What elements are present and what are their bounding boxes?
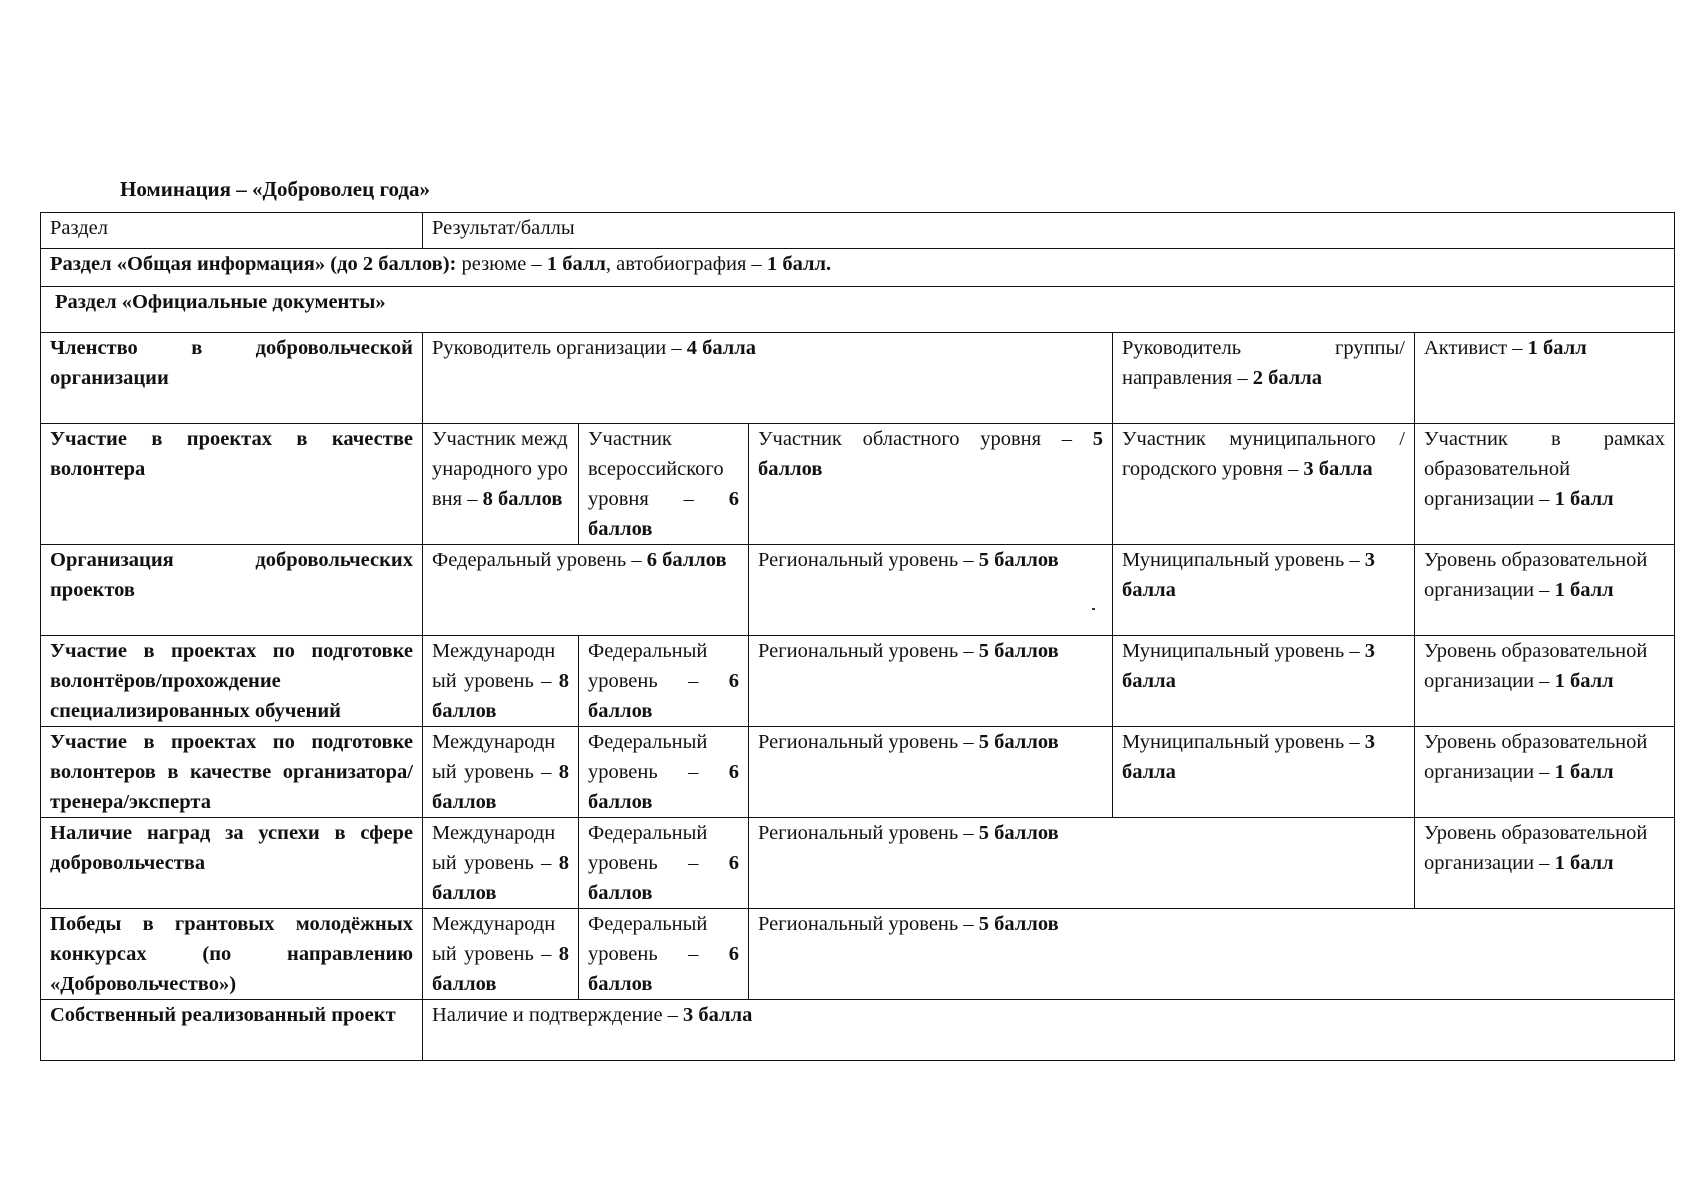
official-docs-cell: Раздел «Официальные документы» [41, 287, 1675, 333]
score-cell: Федеральный уровень – 6 баллов [579, 909, 749, 1000]
score-cell: Федеральный уровень – 6 баллов [423, 545, 749, 636]
row-label: Наличие наград за успехи в сфере добровольчества [41, 818, 423, 909]
table-row [41, 333, 1675, 424]
score-cell: Руководитель организации – 4 балла [423, 333, 1113, 424]
scan-speck [1092, 608, 1095, 610]
table-row [41, 909, 1675, 1000]
row-label: Членство в добровольческой организации [41, 333, 423, 424]
score-cell: Региональный уровень – 5 баллов [749, 636, 1113, 727]
table-row [41, 636, 1675, 727]
score-cell: Участник в рамках образовательной организации – 1 балл [1415, 424, 1675, 545]
score-cell: Муниципальный уровень – 3 балла [1113, 545, 1415, 636]
score-cell: Активист – 1 балл [1415, 333, 1675, 424]
document-title: Номинация – «Доброволец года» [120, 177, 431, 201]
general-info-value-1: 1 балл [546, 253, 606, 275]
table-header-row [41, 213, 1675, 249]
score-cell: Участник международного уровня – 8 баллов [423, 424, 579, 545]
score-cell: Участник всероссийского уровня – 6 баллов [579, 424, 749, 545]
table-row [41, 545, 1675, 636]
score-cell: Международный уровень – 8 баллов [423, 636, 579, 727]
score-cell: Участник областного уровня – 5 баллов [749, 424, 1113, 545]
score-cell: Федеральный уровень – 6 баллов [579, 727, 749, 818]
score-cell: Руководитель группы/направления – 2 балла [1113, 333, 1415, 424]
table-row [41, 424, 1675, 545]
row-label: Победы в грантовых молодёжных конкурсах (по направлению «Добровольчество») [41, 909, 423, 1000]
score-cell: Уровень образовательной организации – 1 балл [1415, 818, 1675, 909]
row-label: Участие в проектах по подготовке волонтеров в качестве организатора/тренера/эксперта [41, 727, 423, 818]
row-label: Организация добровольческих проектов [41, 545, 423, 636]
table-row [41, 727, 1675, 818]
score-cell: Наличие и подтверждение – 3 балла [423, 1000, 1675, 1061]
score-cell: Муниципальный уровень – 3 балла [1113, 636, 1415, 727]
row-label: Участие в проектах по подготовке волонтёров/прохождение специализированных обучений [41, 636, 423, 727]
score-cell: Международный уровень – 8 баллов [423, 818, 579, 909]
score-cell: Региональный уровень – 5 баллов [749, 727, 1113, 818]
scoring-table [40, 212, 1675, 1061]
row-label: Собственный реализованный проект [41, 1000, 423, 1061]
score-cell: Региональный уровень – 5 баллов [749, 545, 1113, 636]
header-result-cell: Результат/баллы [423, 213, 1675, 249]
official-docs-row [41, 287, 1675, 333]
general-info-cell [41, 249, 1675, 287]
header-section-cell: Раздел [41, 213, 423, 249]
score-cell: Уровень образовательной организации – 1 балл [1415, 727, 1675, 818]
score-cell: Участник муниципального /городского уровня – 3 балла [1113, 424, 1415, 545]
table-row [41, 818, 1675, 909]
row-label: Участие в проектах в качестве волонтера [41, 424, 423, 545]
general-info-text: резюме – [456, 253, 547, 275]
score-cell: Муниципальный уровень – 3 балла [1113, 727, 1415, 818]
score-cell: Федеральный уровень – 6 баллов [579, 818, 749, 909]
score-cell: Международный уровень – 8 баллов [423, 727, 579, 818]
score-cell: Уровень образовательной организации – 1 балл [1415, 545, 1675, 636]
score-cell: Федеральный уровень – 6 баллов [579, 636, 749, 727]
general-info-row [41, 249, 1675, 287]
table-row [41, 1000, 1675, 1061]
general-info-label: Раздел «Общая информация» (до 2 баллов): [50, 253, 457, 275]
score-cell: Региональный уровень – 5 баллов [749, 909, 1675, 1000]
general-info-text-2: , автобиография – [605, 253, 767, 275]
score-cell: Региональный уровень – 5 баллов [749, 818, 1415, 909]
score-cell: Уровень образовательной организации – 1 балл [1415, 636, 1675, 727]
general-info-value-2: 1 балл. [766, 253, 832, 275]
score-cell: Международный уровень – 8 баллов [423, 909, 579, 1000]
